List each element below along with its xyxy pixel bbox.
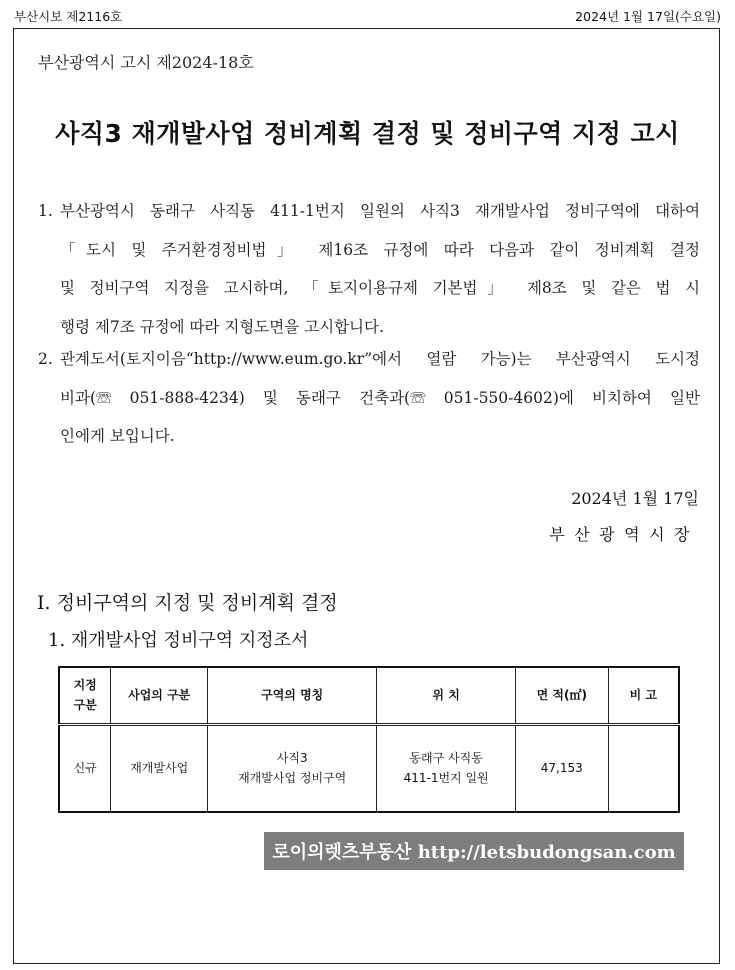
cell-text: 47,153	[540, 761, 583, 776]
header-text: 면 적(㎡)	[536, 688, 587, 703]
issuer-name: 부산광역시장	[549, 525, 699, 544]
header-text: 지정	[73, 678, 97, 693]
header-location	[377, 667, 516, 724]
header-text: 위 치	[432, 688, 460, 703]
cell-area	[515, 724, 608, 812]
paragraph-line: 행령 제7조 규정에 따라 지형도면을 고시합니다.	[60, 317, 384, 336]
notice-date: 2024년 1월 17일	[571, 489, 699, 508]
header-project-type	[111, 667, 208, 724]
header-text: 비 고	[629, 688, 658, 703]
page-header	[14, 4, 721, 28]
paragraph-1	[38, 192, 700, 346]
cell-project-type	[111, 724, 208, 812]
header-remarks	[608, 667, 679, 724]
paragraph-line: 비과(☏ 051-888-4234) 및 동래구 건축과(☏ 051-550-4602)에 비치하여 일반	[60, 388, 700, 407]
zone-designation-table	[58, 666, 680, 813]
header-area	[515, 667, 608, 724]
cell-text: 411-1번지 일원	[403, 771, 489, 786]
table-row	[59, 724, 679, 812]
cell-text: 신규	[73, 761, 97, 776]
cell-text: 동래구 사직동	[409, 751, 483, 766]
paragraph-2	[38, 340, 700, 456]
section-title: I. 정비구역의 지정 및 정비계획 결정	[37, 592, 338, 614]
cell-text: 재개발사업 정비구역	[238, 771, 347, 786]
paragraph-line: 관계도서(토지이음“http://www.eum.go.kr”에서 열람 가능)는 부산광역시 도시정	[60, 350, 700, 368]
cell-text: 재개발사업	[130, 761, 189, 776]
paragraph-number: 2.	[38, 350, 53, 368]
cell-designation-type	[59, 724, 111, 812]
header-text: 구역의 명칭	[261, 688, 324, 703]
cell-remarks	[608, 724, 679, 812]
header-designation-type	[59, 667, 111, 724]
paragraph-line: 및 정비구역 지정을 고시하며, 「토지이용규제 기본법」 제8조 및 같은 법 시	[60, 279, 700, 297]
cell-text: 사직3	[276, 751, 308, 766]
header-text: 구분	[73, 698, 97, 713]
header-zone-name	[208, 667, 377, 724]
bulletin-date: 2024년 1월 17일(수요일)	[575, 9, 721, 24]
table-header-row	[59, 667, 679, 724]
header-text: 사업의 구분	[128, 688, 191, 703]
paragraph-line: 인에게 보입니다.	[60, 427, 175, 445]
subsection-title: 1. 재개발사업 정비구역 지정조서	[48, 630, 309, 651]
bulletin-issue: 부산시보 제2116호	[14, 9, 123, 24]
cell-location	[377, 724, 516, 812]
notice-title: 사직3 재개발사업 정비계획 결정 및 정비구역 지정 고시	[55, 119, 680, 148]
paragraph-number: 1.	[38, 202, 53, 220]
notice-number: 부산광역시 고시 제2024-18호	[38, 53, 254, 72]
paragraph-line: 부산광역시 동래구 사직동 411-1번지 일원의 사직3 재개발사업 정비구역에 대하여	[60, 202, 700, 220]
paragraph-line: 「도시 및 주거환경정비법」 제16조 규정에 따라 다음과 같이 정비계획 결정	[60, 240, 700, 259]
watermark-banner: 로이의렛츠부동산 http://letsbudongsan.com	[264, 832, 684, 870]
cell-zone-name	[208, 724, 377, 812]
